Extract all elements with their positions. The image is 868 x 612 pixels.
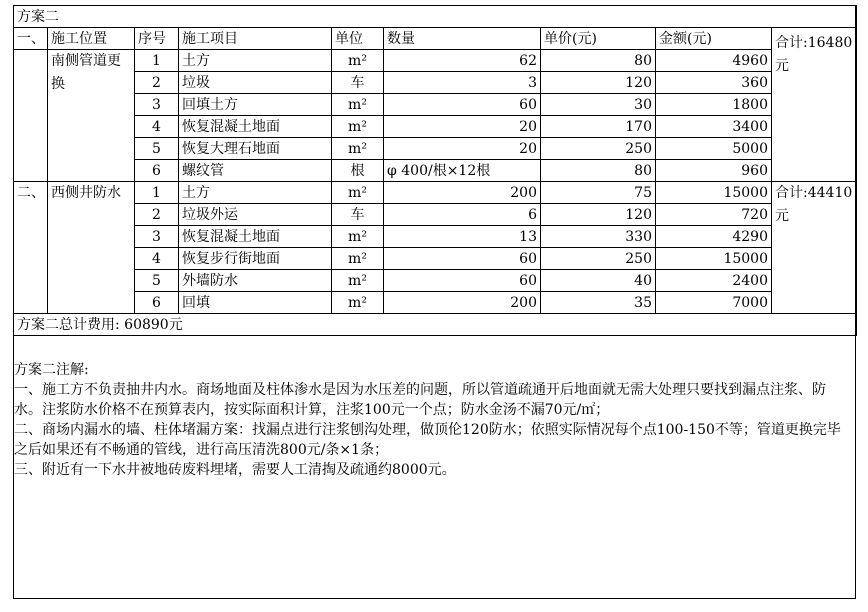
cell-qty: 20 bbox=[384, 116, 541, 138]
cell-amount: 720 bbox=[656, 204, 772, 226]
header-qty: 数量 bbox=[384, 28, 541, 50]
cell-price: 30 bbox=[541, 94, 656, 116]
cell-seq: 1 bbox=[135, 182, 179, 204]
notes-heading: 方案二注解: bbox=[14, 362, 89, 378]
cell-amount: 15000 bbox=[656, 182, 772, 204]
header-row bbox=[14, 28, 857, 50]
cell-price: 330 bbox=[541, 226, 656, 248]
cell-unit: 车 bbox=[332, 204, 384, 226]
table-row bbox=[14, 182, 857, 204]
cell-seq: 2 bbox=[135, 72, 179, 94]
cell-amount: 4960 bbox=[656, 50, 772, 72]
cell-seq: 1 bbox=[135, 50, 179, 72]
cell-qty: 60 bbox=[384, 270, 541, 292]
group1-index: 一、 bbox=[14, 28, 48, 50]
cell-seq: 4 bbox=[135, 116, 179, 138]
cell-unit: m² bbox=[332, 292, 384, 314]
cell-item: 垃圾外运 bbox=[179, 204, 332, 226]
table-row bbox=[14, 50, 857, 72]
cell-unit: 车 bbox=[332, 72, 384, 94]
cell-qty: 3 bbox=[384, 72, 541, 94]
group2-total: 合计:44410元 bbox=[772, 182, 857, 314]
cell-qty: 20 bbox=[384, 138, 541, 160]
note-line-2: 二、商场内漏水的墙、柱体堵漏方案：找漏点进行注浆刨沟处理，做顶伦120防水；依照实际情况每个点100-150不等；管道更换完毕之后如果还有不畅通的管线，进行高压清洗800元/条×1条； bbox=[14, 422, 841, 458]
cell-seq: 4 bbox=[135, 248, 179, 270]
cell-unit: m² bbox=[332, 270, 384, 292]
cell-price: 40 bbox=[541, 270, 656, 292]
cell-qty: 200 bbox=[384, 292, 541, 314]
notes-section bbox=[14, 360, 852, 480]
cell-price: 250 bbox=[541, 138, 656, 160]
cell-price: 75 bbox=[541, 182, 656, 204]
cell-price: 170 bbox=[541, 116, 656, 138]
note-line-3: 三、附近有一下水井被地砖废料埋堵，需要人工清掏及疏通约8000元。 bbox=[14, 462, 456, 478]
header-price: 单价(元) bbox=[541, 28, 656, 50]
cell-amount: 7000 bbox=[656, 292, 772, 314]
cell-amount: 4290 bbox=[656, 226, 772, 248]
table-row bbox=[14, 226, 857, 248]
cell-item: 垃圾 bbox=[179, 72, 332, 94]
cell-unit: m² bbox=[332, 116, 384, 138]
cell-item: 回填土方 bbox=[179, 94, 332, 116]
cell-seq: 5 bbox=[135, 270, 179, 292]
cell-price: 80 bbox=[541, 160, 656, 182]
table-row bbox=[14, 138, 857, 160]
table-row bbox=[14, 292, 857, 314]
header-seq: 序号 bbox=[135, 28, 179, 50]
table-title: 方案二 bbox=[14, 6, 857, 28]
cell-amount: 15000 bbox=[656, 248, 772, 270]
blank-cell bbox=[14, 50, 48, 182]
cell-item: 回填 bbox=[179, 292, 332, 314]
group1-total: 合计:16480元 bbox=[772, 28, 857, 182]
cell-seq: 6 bbox=[135, 292, 179, 314]
cell-qty: 200 bbox=[384, 182, 541, 204]
group2-location: 西侧井防水 bbox=[48, 182, 135, 314]
cell-item: 土方 bbox=[179, 182, 332, 204]
title-row bbox=[14, 6, 857, 28]
cell-qty: 6 bbox=[384, 204, 541, 226]
cell-amount: 5000 bbox=[656, 138, 772, 160]
cell-item: 恢复混凝土地面 bbox=[179, 116, 332, 138]
table-row bbox=[14, 270, 857, 292]
cell-item: 螺纹管 bbox=[179, 160, 332, 182]
cell-amount: 3400 bbox=[656, 116, 772, 138]
cell-seq: 6 bbox=[135, 160, 179, 182]
table-row bbox=[14, 248, 857, 270]
cell-unit: m² bbox=[332, 50, 384, 72]
cell-item: 恢复混凝土地面 bbox=[179, 226, 332, 248]
table-row bbox=[14, 94, 857, 116]
note-line-1: 一、施工方不负责抽井内水。商场地面及柱体渗水是因为水压差的问题，所以管道疏通开后地面就无需大处理只要找到漏点注浆、防水。注浆防水价格不在预算表内，按实际面积计算，注浆100元一个点；防水金汤不漏70元/㎡； bbox=[14, 382, 826, 418]
cell-item: 恢复步行街地面 bbox=[179, 248, 332, 270]
cell-price: 35 bbox=[541, 292, 656, 314]
cell-amount: 960 bbox=[656, 160, 772, 182]
cell-qty: 60 bbox=[384, 94, 541, 116]
header-location: 施工位置 bbox=[48, 28, 135, 50]
cell-item: 恢复大理石地面 bbox=[179, 138, 332, 160]
cell-amount: 2400 bbox=[656, 270, 772, 292]
table-row bbox=[14, 160, 857, 182]
table-row bbox=[14, 72, 857, 94]
group1-location: 南侧管道更换 bbox=[48, 50, 135, 182]
group2-index: 二、 bbox=[14, 182, 48, 314]
header-amount: 金额(元) bbox=[656, 28, 772, 50]
cell-item: 外墙防水 bbox=[179, 270, 332, 292]
cell-unit: m² bbox=[332, 138, 384, 160]
cell-qty: 13 bbox=[384, 226, 541, 248]
header-unit: 单位 bbox=[332, 28, 384, 50]
cell-unit: m² bbox=[332, 226, 384, 248]
cell-unit: m² bbox=[332, 182, 384, 204]
budget-table bbox=[13, 5, 857, 336]
cell-price: 120 bbox=[541, 204, 656, 226]
cell-seq: 3 bbox=[135, 226, 179, 248]
cell-amount: 1800 bbox=[656, 94, 772, 116]
table-row bbox=[14, 204, 857, 226]
cell-unit: m² bbox=[332, 94, 384, 116]
cell-price: 250 bbox=[541, 248, 656, 270]
cell-qty: φ 400/根×12根 bbox=[384, 160, 541, 182]
header-item: 施工项目 bbox=[179, 28, 332, 50]
cell-unit: m² bbox=[332, 248, 384, 270]
cell-qty: 60 bbox=[384, 248, 541, 270]
grand-total: 方案二总计费用: 60890元 bbox=[14, 314, 857, 336]
cell-seq: 2 bbox=[135, 204, 179, 226]
cell-price: 120 bbox=[541, 72, 656, 94]
cell-seq: 5 bbox=[135, 138, 179, 160]
cell-qty: 62 bbox=[384, 50, 541, 72]
cell-seq: 3 bbox=[135, 94, 179, 116]
table-row bbox=[14, 116, 857, 138]
cell-unit: 根 bbox=[332, 160, 384, 182]
cell-item: 土方 bbox=[179, 50, 332, 72]
cell-price: 80 bbox=[541, 50, 656, 72]
cell-amount: 360 bbox=[656, 72, 772, 94]
grand-total-row bbox=[14, 314, 857, 336]
